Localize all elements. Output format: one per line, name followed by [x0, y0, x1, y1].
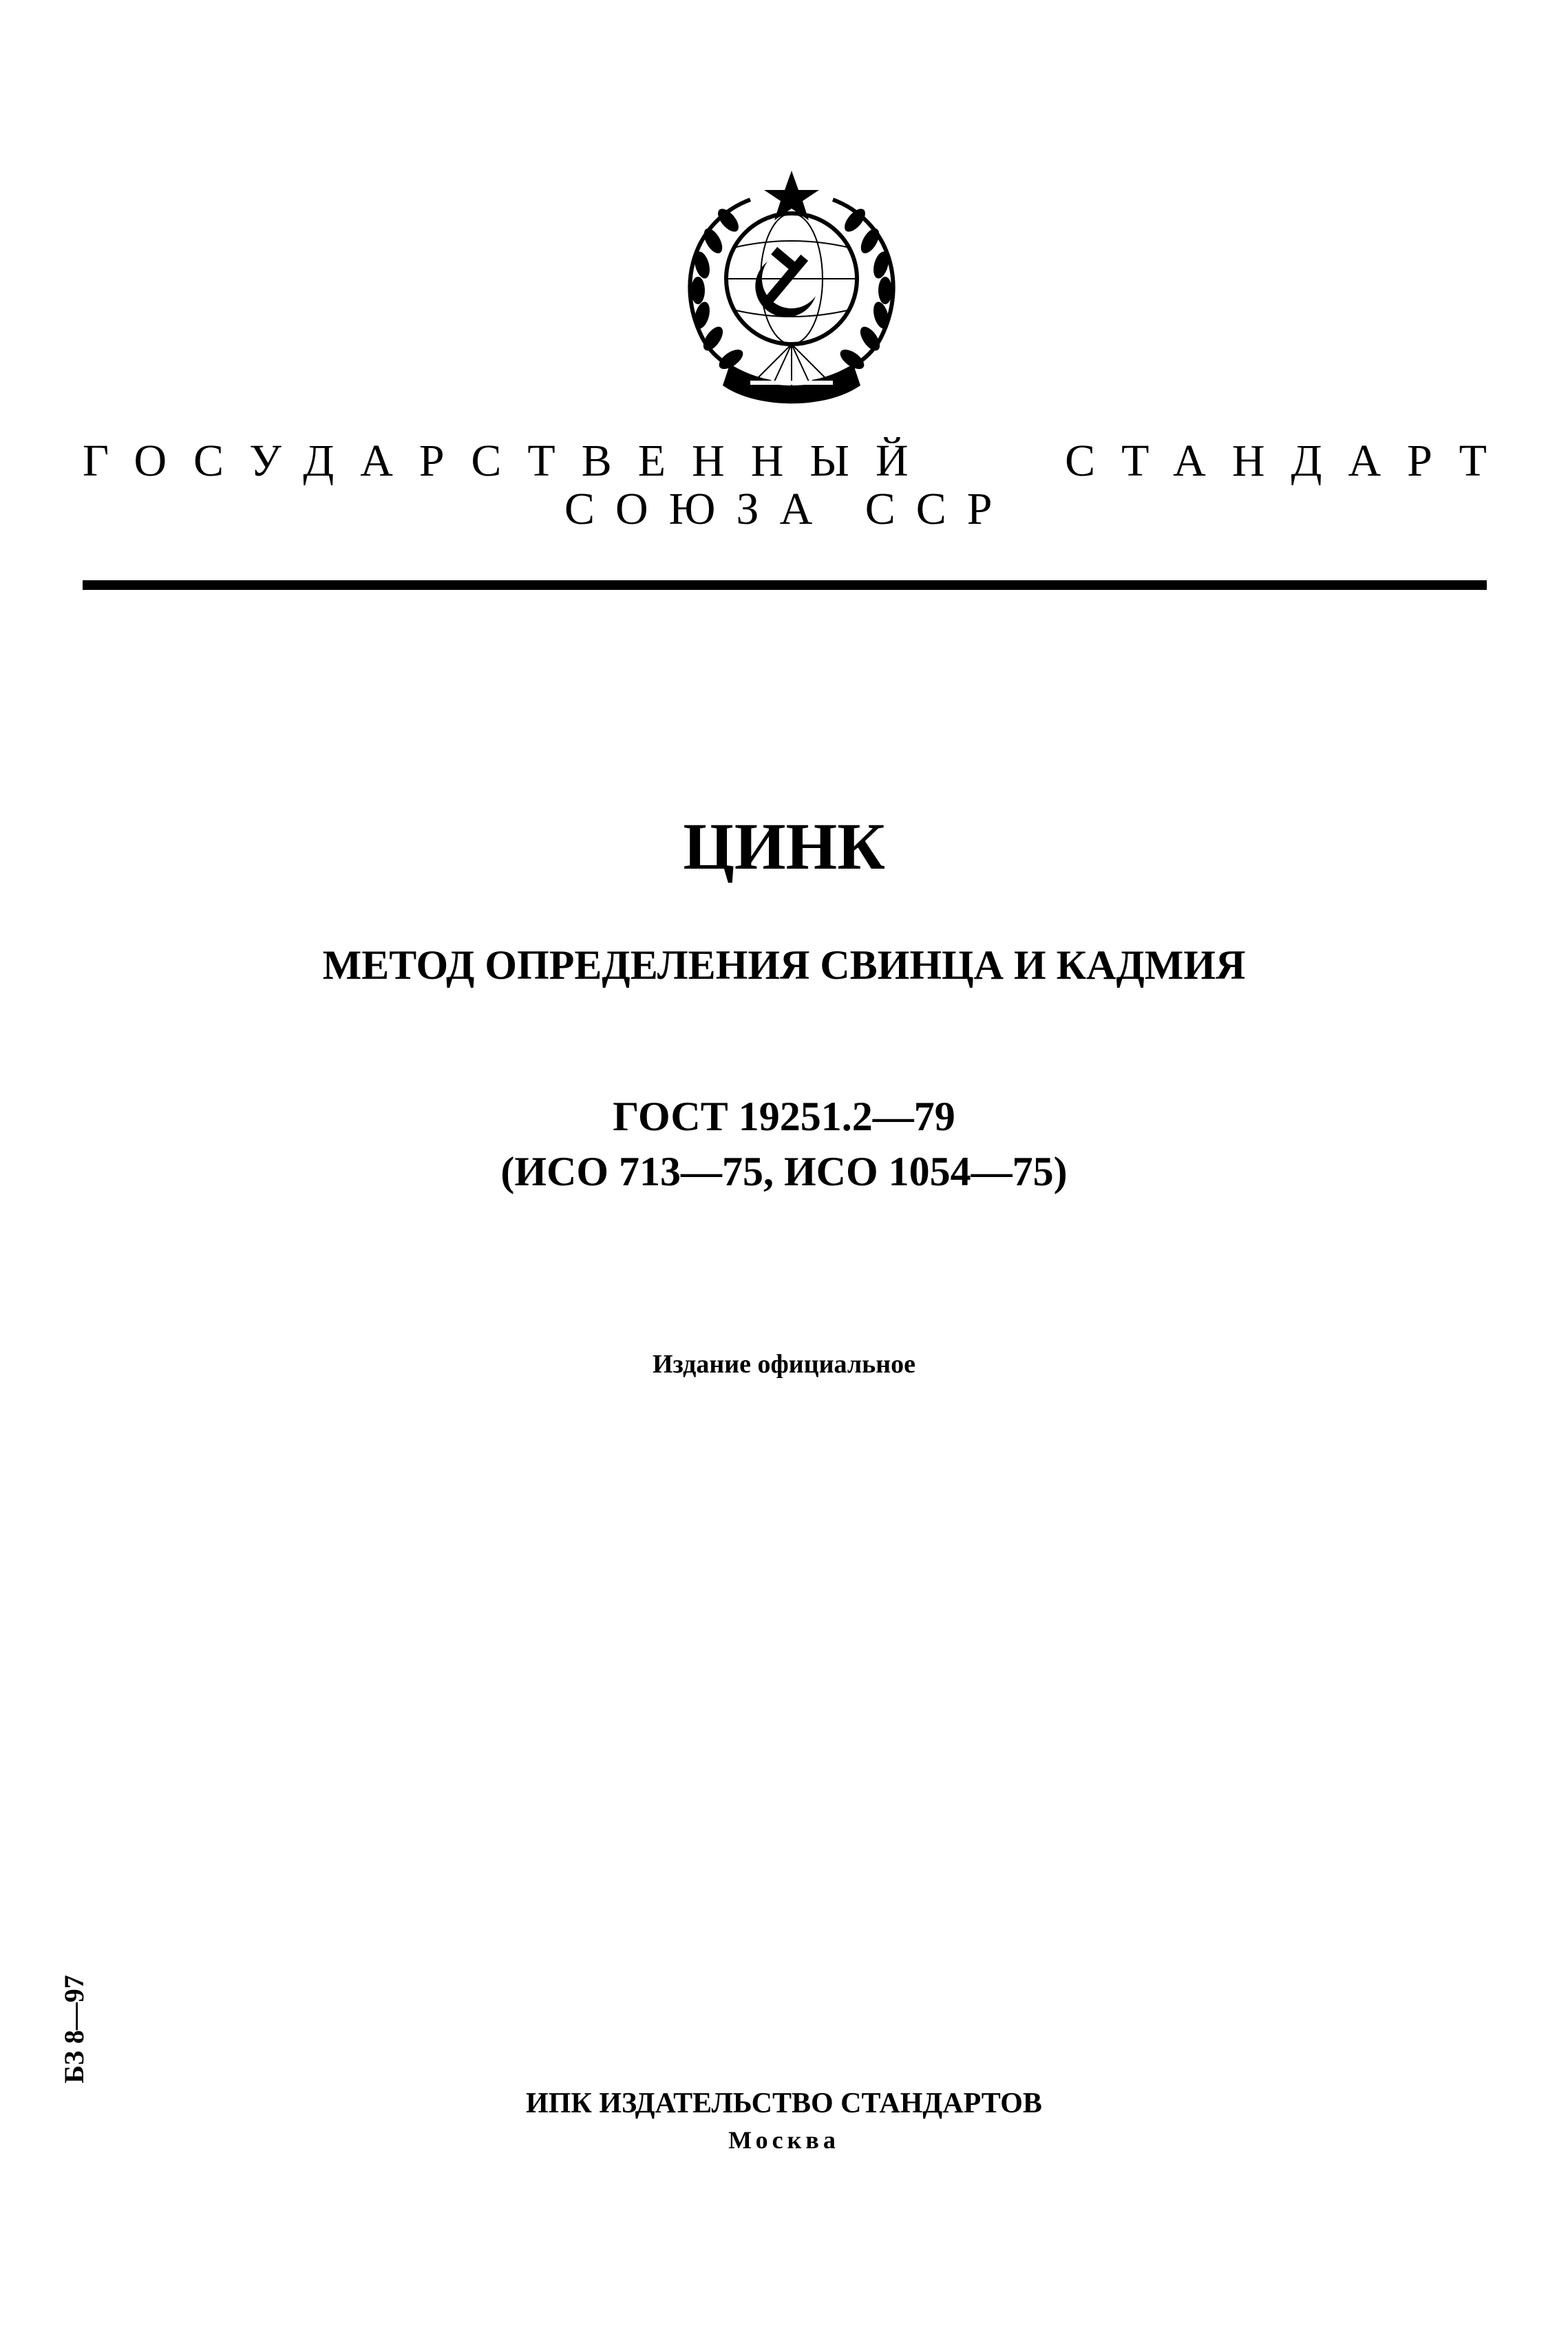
edition-note: Издание официальное — [652, 1350, 915, 1379]
iso-references: (ИСО 713—75, ИСО 1054—75) — [500, 1149, 1068, 1194]
publisher-city: Москва — [728, 2126, 840, 2154]
publisher-name: ИПК ИЗДАТЕЛЬСТВО СТАНДАРТОВ — [526, 2088, 1042, 2119]
gost-number: ГОСТ 19251.2—79 — [613, 1094, 955, 1139]
side-catalog-code: БЗ 8—97 — [59, 1975, 89, 2084]
document-title: ЦИНК — [683, 809, 885, 883]
header-state-word: ГОСУДАРСТВЕННЫЙ — [83, 436, 935, 486]
standard-header-line — [83, 434, 1513, 489]
header-standard-word: СТАНДАРТ — [1065, 436, 1513, 486]
document-subtitle: МЕТОД ОПРЕДЕЛЕНИЯ СВИНЦА И КАДМИЯ — [322, 942, 1246, 988]
ussr-coat-of-arms-icon — [647, 158, 936, 420]
header-union-line: СОЮЗА ССР — [564, 484, 1013, 534]
header-divider — [83, 580, 1487, 590]
